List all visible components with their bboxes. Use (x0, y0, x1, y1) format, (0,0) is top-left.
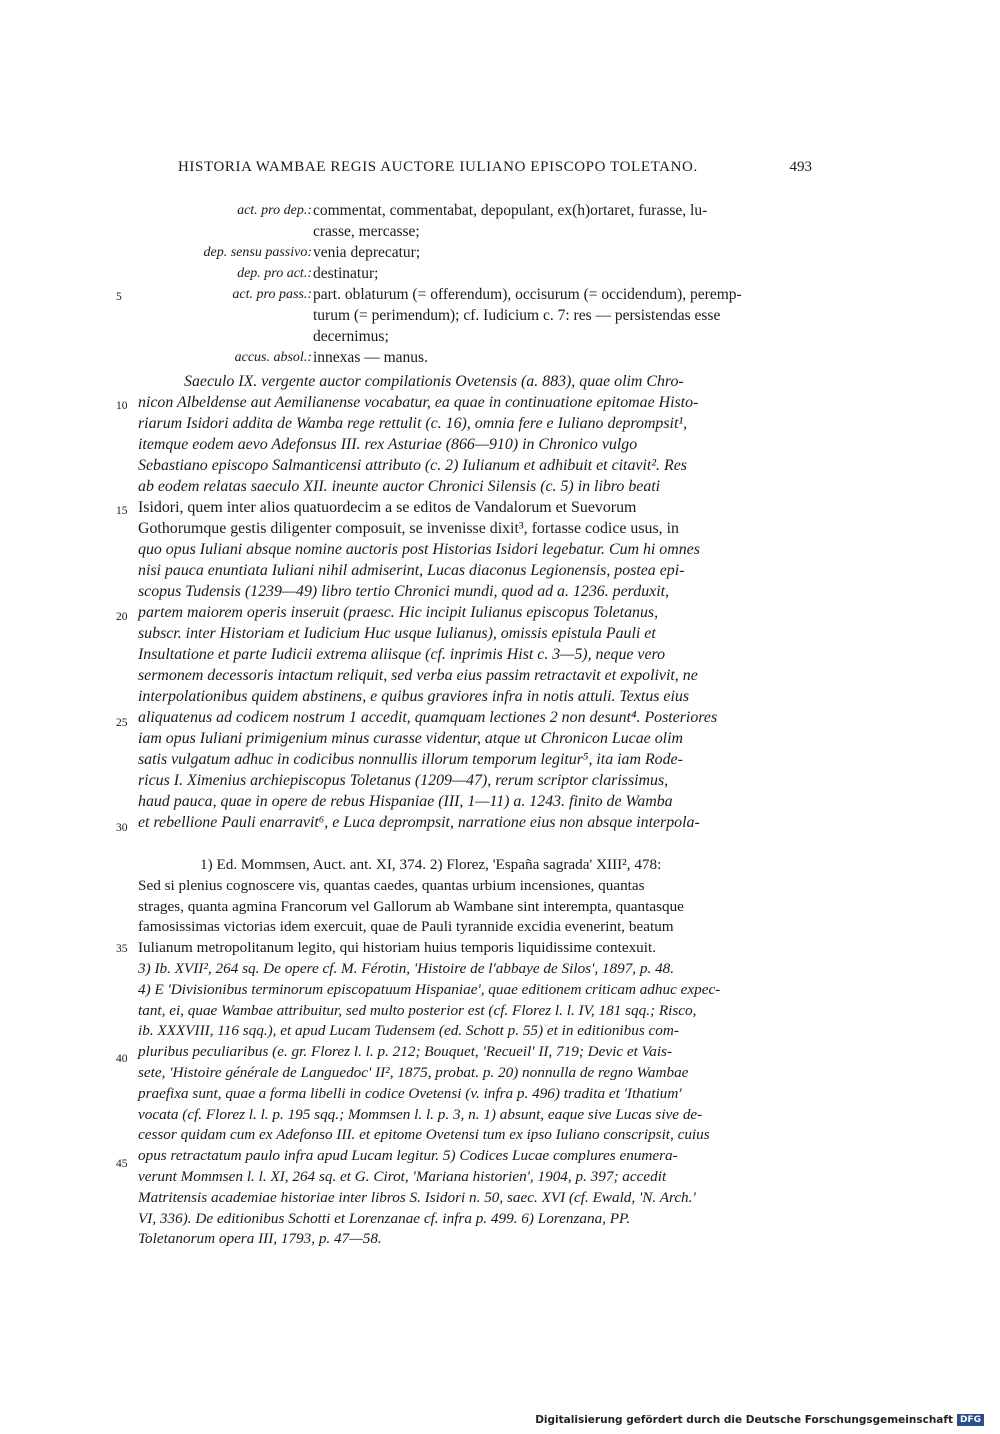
text-line: nisi pauca enuntiata Iuliani nihil admiserint, Lucas diaconus Legionensis, postea epi- (138, 562, 685, 579)
text-line: Gothorumque gestis diligenter composuit, se invenisse dixit³, fortasse codice usus, in (138, 520, 679, 537)
footnote-line: ib. XXXVIII, 116 sqq.), et apud Lucam Tudensem (ed. Schott p. 55) et in editionibus com- (138, 1022, 679, 1040)
definition-row (0, 242, 1000, 263)
text-line: Sebastiano episcopo Salmanticensi attributo (c. 2) Iulianum et adhibuit et citavit². Res (138, 457, 687, 474)
footnote-line: VI, 336). De editionibus Schotti et Lorenzanae cf. infra p. 499. 6) Lorenzana, PP. (138, 1209, 631, 1227)
dfg-logo-icon: DFG (957, 1414, 984, 1426)
text-line: itemque eodem aevo Adefonsus III. rex Asturiae (866—910) in Chronico vulgo (138, 436, 638, 453)
definition-term: act. pro pass.: (232, 287, 312, 302)
text-line: et rebellione Pauli enarravit⁶, e Luca deprompsit, narratione eius non absque interpola- (138, 814, 700, 831)
text-line: partem maiorem operis inseruit (praesc. Hic incipit Iulianus episcopus Toletanus, (138, 604, 659, 621)
footnote-line: strages, quanta agmina Francorum vel Gallorum ab Wambane sint interempta, quantasque (138, 897, 684, 915)
definition-row (0, 305, 1000, 326)
footnote-line: tant, ei, quae Wambae attribuitur, sed multo posterior est (cf. Florez l. l. IV, 181 sqq.; Risco, (138, 1001, 697, 1019)
definitions-list (0, 200, 1000, 368)
definition-row (0, 221, 1000, 242)
line-number: 25 (116, 717, 128, 729)
line-number: 15 (116, 505, 128, 517)
digitization-credit (535, 1414, 984, 1426)
definition-text: commentat, commentabat, depopulant, ex(h)ortaret, furasse, lu- (313, 202, 708, 219)
footnote-line: Sed si plenius cognoscere vis, quantas caedes, quantas urbium incensiones, quantas (138, 876, 645, 894)
text-line: scopus Tudensis (1239—49) libro tertio Chronici mundi, quod ad a. 1236. perduxit, (138, 583, 670, 600)
page-number: 493 (789, 159, 812, 175)
definition-row (0, 200, 1000, 221)
line-number: 35 (116, 943, 128, 955)
definition-text: part. oblaturum (= offerendum), occisurum (= occidendum), peremp- (313, 286, 742, 303)
line-number: 45 (116, 1158, 128, 1170)
text-line: Saeculo IX. vergente auctor compilationis Ovetensis (a. 883), quae olim Chro- (184, 373, 684, 390)
text-line: haud pauca, quae in opere de rebus Hispaniae (III, 1—11) a. 1243. finito de Wamba (138, 793, 673, 810)
text-line: quo opus Iuliani absque nomine auctoris post Historias Isidori legebatur. Cum hi omnes (138, 541, 700, 558)
definition-text: innexas — manus. (313, 349, 428, 366)
main-text (138, 371, 808, 833)
footnote-line: cessor quidam cum ex Adefonso III. et epitome Ovetensi tum ex ipso Iuliano conscripsit, cuius (138, 1126, 710, 1144)
text-line: riarum Isidori addita de Wamba rege rettulit (c. 16), omnia fere e Iuliano deprompsit¹, (138, 415, 688, 432)
definition-row (0, 326, 1000, 347)
footnote-line: 4) E 'Divisionibus terminorum episcopatuum Hispaniae', quae editionem criticam adhuc expec- (138, 980, 721, 998)
definition-row (0, 284, 1000, 305)
text-line: nicon Albeldense aut Aemilianense vocabatur, ea quae in continuatione epitomae Histo- (138, 394, 699, 411)
footnote-line: famosissimas victorias idem exercuit, quae de Pauli tyrannide excidia evenerint, beatum (138, 918, 674, 936)
footnote-line: 1) Ed. Mommsen, Auct. ant. XI, 374. 2) Florez, 'España sagrada' XIII², 478: (200, 856, 662, 873)
text-line: Insultatione et parte Iudicii extrema aliisque (cf. inprimis Hist c. 3—5), neque vero (138, 646, 666, 663)
footnote-line: 3) Ib. XVII², 264 sq. De opere cf. M. Férotin, 'Histoire de l'abbaye de Silos', 1897, p. 48. (138, 959, 675, 977)
credit-text: Digitalisierung gefördert durch die Deutsche Forschungsgemeinschaft (535, 1414, 953, 1426)
running-header (178, 159, 812, 176)
definition-text: decernimus; (313, 328, 389, 345)
footnote-line: sete, 'Histoire générale de Languedoc' II², 1875, probat. p. 20) nonnulla de regno Wambae (138, 1063, 689, 1081)
footnote-line: pluribus peculiaribus (e. gr. Florez l. l. p. 212; Bouquet, 'Recueil' II, 719; Devic et Vais- (138, 1043, 673, 1061)
text-line: subscr. inter Historiam et Iudicium Huc usque Iulianus), omissis epistula Pauli et (138, 625, 656, 642)
definition-text: crasse, mercasse; (313, 223, 420, 240)
definition-row (0, 263, 1000, 284)
definition-text: destinatur; (313, 265, 379, 282)
footnote-line: Toletanorum opera III, 1793, p. 47—58. (138, 1230, 382, 1248)
footnote-line: vocata (cf. Florez l. l. p. 195 sqq.; Mommsen l. l. p. 3, n. 1) absunt, eaque sive Lucas sive de- (138, 1105, 703, 1123)
definition-term: dep. pro act.: (237, 266, 312, 281)
definition-term: act. pro dep.: (237, 203, 312, 218)
footnote-line: verunt Mommsen l. l. XI, 264 sq. et G. Cirot, 'Mariana historien', 1904, p. 397; accedit (138, 1167, 667, 1185)
definition-term: accus. absol.: (234, 350, 312, 365)
footnotes (138, 855, 808, 1250)
line-number: 10 (116, 400, 128, 412)
running-title: HISTORIA WAMBAE REGIS AUCTORE IULIANO EPISCOPO TOLETANO. (178, 159, 698, 175)
line-number: 20 (116, 611, 128, 623)
text-line: ab eodem relatas saeculo XII. ineunte auctor Chronici Silensis (c. 5) in libro beati (138, 478, 661, 495)
text-line: iam opus Iuliani primigenium minus curasse videntur, atque ut Chronicon Lucae olim (138, 730, 683, 747)
footnote-line: praefixa sunt, quae a forma libelli in codice Ovetensi (v. infra p. 496) tradita et 'Ithatium' (138, 1084, 682, 1102)
text-line: interpolationibus quidem abstinens, e quibus graviores infra in notis attuli. Textus eius (138, 688, 690, 705)
text-line: sermonem decessoris intactum reliquit, sed verba eius passim retractavit et expolivit, ne (138, 667, 698, 684)
definition-text: venia deprecatur; (313, 244, 421, 261)
text-line: Isidori, quem inter alios quatuordecim a se editos de Vandalorum et Suevorum (138, 499, 637, 516)
text-line: ricus I. Ximenius archiepiscopus Toletanus (1209—47), rerum scriptor clarissimus, (138, 772, 669, 789)
footnote-line: Iulianum metropolitanum legito, qui historiam huius temporis liquidissime contexuit. (138, 939, 657, 957)
line-number: 5 (116, 291, 122, 303)
text-line: aliquatenus ad codicem nostrum 1 accedit, quamquam lectiones 2 non desunt⁴. Posteriores (138, 709, 718, 726)
footnote-line: Matritensis academiae historiae inter libros S. Isidori n. 50, saec. XVI (cf. Ewald, 'N. Arch.' (138, 1188, 696, 1206)
definition-row (0, 347, 1000, 368)
footnote-line: opus retractatum paulo infra apud Lucam legitur. 5) Codices Lucae complures enumera- (138, 1147, 678, 1165)
definition-term: dep. sensu passivo: (203, 245, 312, 260)
text-line: satis vulgatum adhuc in codicibus nonnullis illorum temporum legitur⁵, ita iam Rode- (138, 751, 683, 768)
definition-text: turum (= perimendum); cf. Iudicium c. 7: res — persistendas esse (313, 307, 721, 324)
line-number: 40 (116, 1053, 128, 1065)
line-number: 30 (116, 822, 128, 834)
